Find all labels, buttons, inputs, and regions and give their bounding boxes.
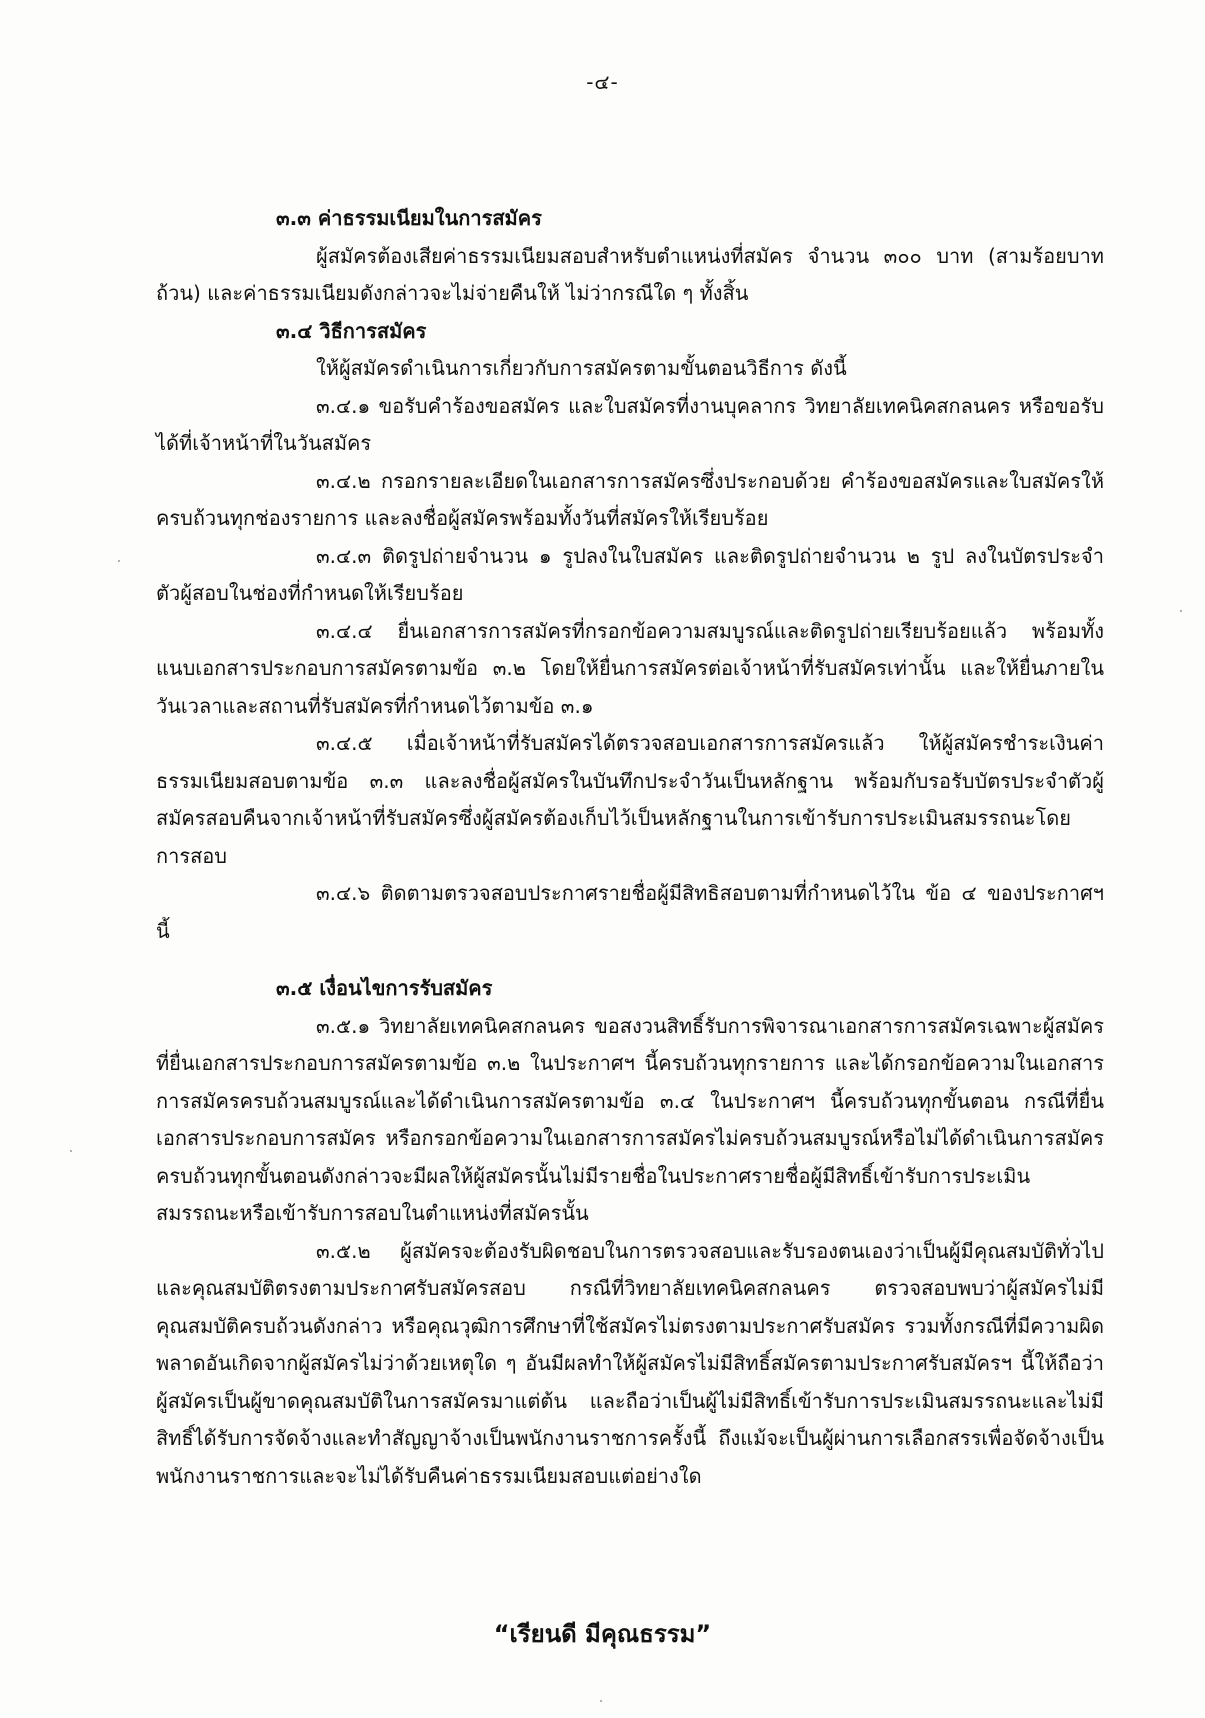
section-heading: ๓.๔ วิธีการสมัคร bbox=[276, 318, 427, 343]
section-application-conditions bbox=[156, 970, 1104, 1495]
section-heading: ๓.๕ เงื่อนไขการรับสมัคร bbox=[276, 976, 493, 1000]
paragraph: ผู้สมัครต้องเสียค่าธรรมเนียมสอบสำหรับตำแหน่งที่สมัคร จำนวน ๓๐๐ บาท (สามร้อยบาทถ้วน) และค่าธรรมเนียมดังกล่าวจะไม่จ่ายคืนให้ ไม่ว่ากรณีใด ๆ ทั้งสิ้น bbox=[156, 243, 1104, 305]
list-item: ๓.๔.๓ ติดรูปถ่ายจำนวน ๑ รูปลงในใบสมัคร และติดรูปถ่ายจำนวน ๒ รูป ลงในบัตรประจำตัวผู้สอบในช่องที่กำหนดให้เรียบร้อย bbox=[156, 543, 1104, 605]
section-application-method bbox=[156, 313, 1104, 951]
page-number: -๔- bbox=[586, 70, 619, 94]
scan-speck bbox=[118, 560, 120, 562]
scan-speck bbox=[70, 1150, 72, 1152]
section-spacer bbox=[156, 950, 1104, 970]
list-item: ๓.๔.๖ ติดตามตรวจสอบประกาศรายชื่อผู้มีสิทธิสอบตามที่กำหนดไว้ใน ข้อ ๔ ของประกาศฯ นี้ bbox=[156, 881, 1104, 943]
college-motto: “เรียนดี มีคุณธรรม” bbox=[493, 1620, 712, 1648]
list-item: ๓.๕.๒ ผู้สมัครจะต้องรับผิดชอบในการตรวจสอบและรับรองตนเองว่าเป็นผู้มีคุณสมบัติทั่วไปและคุณสมบัติตรงตามประกาศรับสมัครสอบ กรณีที่วิทยาลัยเทคนิคสกลนคร ตรวจสอบพบว่าผู้สมัครไม่มีคุณสมบัติครบถ้วนดังกล่าว หรือคุณวุฒิการศึกษาที่ใช้สมัครไม่ตรงตามประกาศรับสมัคร รวมทั้งกรณีที่มีความผิดพลาดอันเกิดจากผู้สมัครไม่ว่าด้วยเหตุใด ๆ อันมีผลทำให้ผู้สมัครไม่มีสิทธิ์สมัครตามประกาศรับสมัครฯ นี้ให้ถือว่าผู้สมัครเป็นผู้ขาดคุณสมบัติในการสมัครมาแต่ต้น และถือว่าเป็นผู้ไม่มีสิทธิ์เข้ารับการประเมินสมรรถนะและไม่มีสิทธิ์ได้รับการจัดจ้างและทำสัญญาจ้างเป็นพนักงานราชการครั้งนี้ ถึงแม้จะเป็นผู้ผ่านการเลือกสรรเพื่อจัดจ้างเป็นพนักงานราชการและจะไม่ได้รับคืนค่าธรรมเนียมสอบแต่อย่างใด bbox=[156, 1238, 1104, 1488]
list-item: ๓.๔.๒ กรอกรายละเอียดในเอกสารการสมัครซึ่งประกอบด้วย คำร้องขอสมัครและใบสมัครให้ครบถ้วนทุกช่องรายการ และลงชื่อผู้สมัครพร้อมทั้งวันที่สมัครให้เรียบร้อย bbox=[156, 468, 1104, 530]
scan-speck bbox=[1180, 610, 1182, 612]
document-body bbox=[156, 200, 1104, 1495]
section-intro: ให้ผู้สมัครดำเนินการเกี่ยวกับการสมัครตามขั้นตอนวิธีการ ดังนี้ bbox=[316, 356, 847, 380]
scan-speck bbox=[600, 1700, 602, 1702]
list-item: ๓.๔.๑ ขอรับคำร้องขอสมัคร และใบสมัครที่งานบุคลากร วิทยาลัยเทคนิคสกลนคร หรือขอรับได้ที่เจ้าหน้าที่ในวันสมัคร bbox=[156, 393, 1104, 455]
section-application-fee bbox=[156, 200, 1104, 313]
section-heading: ๓.๓ ค่าธรรมเนียมในการสมัคร bbox=[276, 206, 542, 230]
list-item: ๓.๔.๕ เมื่อเจ้าหน้าที่รับสมัครได้ตรวจสอบเอกสารการสมัครแล้ว ให้ผู้สมัครชำระเงินค่าธรรมเนียมสอบตามข้อ ๓.๓ และลงชื่อผู้สมัครในบันทึกประจำวันเป็นหลักฐาน พร้อมกับรอรับบัตรประจำตัวผู้สมัครสอบคืนจากเจ้าหน้าที่รับสมัครซึ่งผู้สมัครต้องเก็บไว้เป็นหลักฐานในการเข้ารับการประเมินสมรรถนะโดยการสอบ bbox=[156, 731, 1104, 868]
list-item: ๓.๕.๑ วิทยาลัยเทคนิคสกลนคร ขอสงวนสิทธิ์รับการพิจารณาเอกสารการสมัครเฉพาะผู้สมัครที่ยื่นเอกสารประกอบการสมัครตามข้อ ๓.๒ ในประกาศฯ นี้ครบถ้วนทุกรายการ และได้กรอกข้อความในเอกสารการสมัครครบถ้วนสมบูรณ์และได้ดำเนินการสมัครตามข้อ ๓.๔ ในประกาศฯ นี้ครบถ้วนทุกขั้นตอน กรณีที่ยื่นเอกสารประกอบการสมัคร หรือกรอกข้อความในเอกสารการสมัครไม่ครบถ้วนสมบูรณ์หรือไม่ได้ดำเนินการสมัครครบถ้วนทุกขั้นตอนดังกล่าวจะมีผลให้ผู้สมัครนั้นไม่มีรายชื่อในประกาศรายชื่อผู้มีสิทธิ์เข้ารับการประเมินสมรรถนะหรือเข้ารับการสอบในตำแหน่งที่สมัครนั้น bbox=[156, 1013, 1104, 1225]
list-item: ๓.๔.๔ ยื่นเอกสารการสมัครที่กรอกข้อความสมบูรณ์และติดรูปถ่ายเรียบร้อยแล้ว พร้อมทั้งแนบเอกสารประกอบการสมัครตามข้อ ๓.๒ โดยให้ยื่นการสมัครต่อเจ้าหน้าที่รับสมัครเท่านั้น และให้ยื่นภายในวันเวลาและสถานที่รับสมัครที่กำหนดไว้ตามข้อ ๓.๑ bbox=[156, 618, 1104, 718]
